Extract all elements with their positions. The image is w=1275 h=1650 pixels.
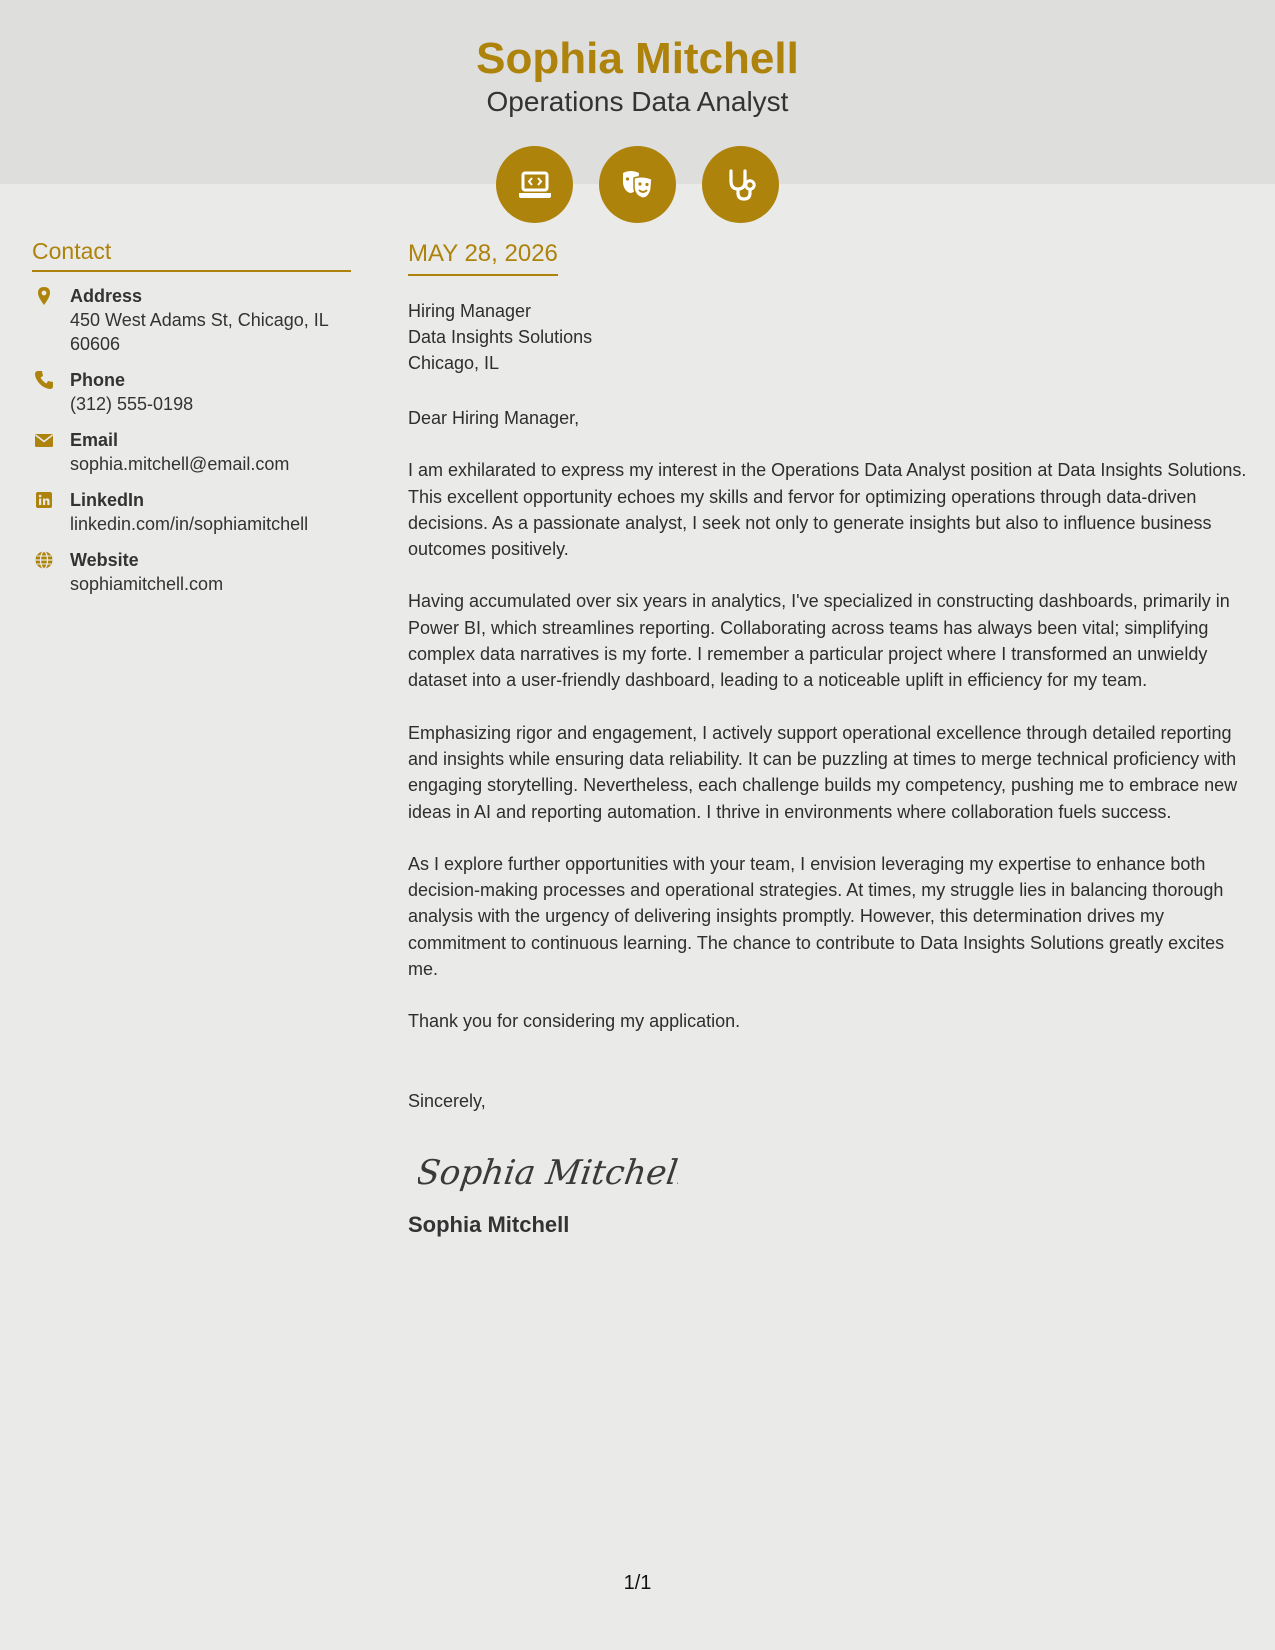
recipient-company: Data Insights Solutions [408, 327, 593, 347]
interest-icons [0, 146, 1275, 223]
globe-icon [32, 548, 70, 596]
recipient-title: Hiring Manager [408, 301, 532, 321]
paragraph-4: As I explore further opportunities with your team, I envision leveraging my expertise to enhance both decision-making processes and operational strategies. At times, my struggle lies in balancing thorough analysis with the urgency of delivering insights promptly. However, this determination drives my commitment to continuous learning. The chance to contribute to Data Insights Solutions greatly excites me. [408, 853, 1225, 980]
theater-masks-icon [599, 146, 676, 223]
applicant-name: Sophia Mitchell [476, 34, 799, 83]
recipient-location: Chicago, IL [408, 353, 500, 373]
paragraph-1: I am exhilarated to express my interest in the Operations Data Analyst position at Data Insights Solutions. This excellent opportunity echoes my skills and fervor for optimizing operations through data-driven decisions. As a passionate analyst, I seek not only to generate insights but also to influence business outcomes positively. [408, 460, 1247, 560]
letter-body [408, 240, 1248, 1238]
contact-value[interactable]: sophiamitchell.com [70, 574, 224, 594]
paragraph-2: Having accumulated over six years in analytics, I've specialized in constructing dashboards, primarily in Power BI, which streamlines reporting. Collaborating across teams has always been vital; simplifying complex data narratives is my forte. I remember a particular project where I transformed an unwieldy dataset into a user-friendly dashboard, leading to a noticeable uplift in efficiency for my team. [408, 591, 1230, 691]
contact-email [32, 428, 351, 476]
contact-heading: Contact [32, 238, 351, 272]
contact-label: LinkedIn [70, 490, 145, 510]
closing: Sincerely, [408, 1090, 486, 1111]
letter-date: MAY 28, 2026 [408, 240, 558, 276]
signed-name: Sophia Mitchell [408, 1211, 570, 1237]
handwritten-signature [418, 1136, 1248, 1206]
phone-icon [32, 368, 70, 416]
paragraph-3: Emphasizing rigor and engagement, I actively support operational excellence through detailed reporting and insights while ensuring data reliability. It can be puzzling at times to merge technical proficiency with engaging storytelling. Nevertheless, each challenge builds my competency, pushing me to embrace new ideas in AI and reporting automation. I thrive in environments where collaboration fuels success. [408, 722, 1238, 822]
contact-value[interactable]: linkedin.com/in/sophiamitchell [70, 514, 309, 534]
map-pin-icon [32, 284, 70, 356]
thank-you-line: Thank you for considering my application. [408, 1011, 741, 1032]
contact-value: (312) 555-0198 [70, 394, 194, 414]
contact-address [32, 284, 351, 356]
contact-linkedin [32, 488, 351, 536]
envelope-icon [32, 428, 70, 476]
job-title: Operations Data Analyst [486, 86, 789, 117]
laptop-code-icon [496, 146, 573, 223]
contact-value[interactable]: sophia.mitchell@email.com [70, 454, 290, 474]
contact-value: 450 West Adams St, Chicago, IL 60606 [70, 310, 329, 354]
page-number: 1/1 [623, 1572, 652, 1594]
salutation: Dear Hiring Manager, [408, 408, 580, 428]
contact-label: Website [70, 550, 139, 570]
contact-label: Email [70, 430, 119, 450]
contact-label: Address [70, 286, 143, 306]
linkedin-icon [32, 488, 70, 536]
contact-sidebar [32, 238, 351, 596]
contact-phone [32, 368, 351, 416]
signature-text: Sophia Mitchell [418, 1153, 678, 1193]
recipient-block [408, 298, 1248, 376]
stethoscope-icon [702, 146, 779, 223]
contact-label: Phone [70, 370, 126, 390]
contact-website [32, 548, 351, 596]
